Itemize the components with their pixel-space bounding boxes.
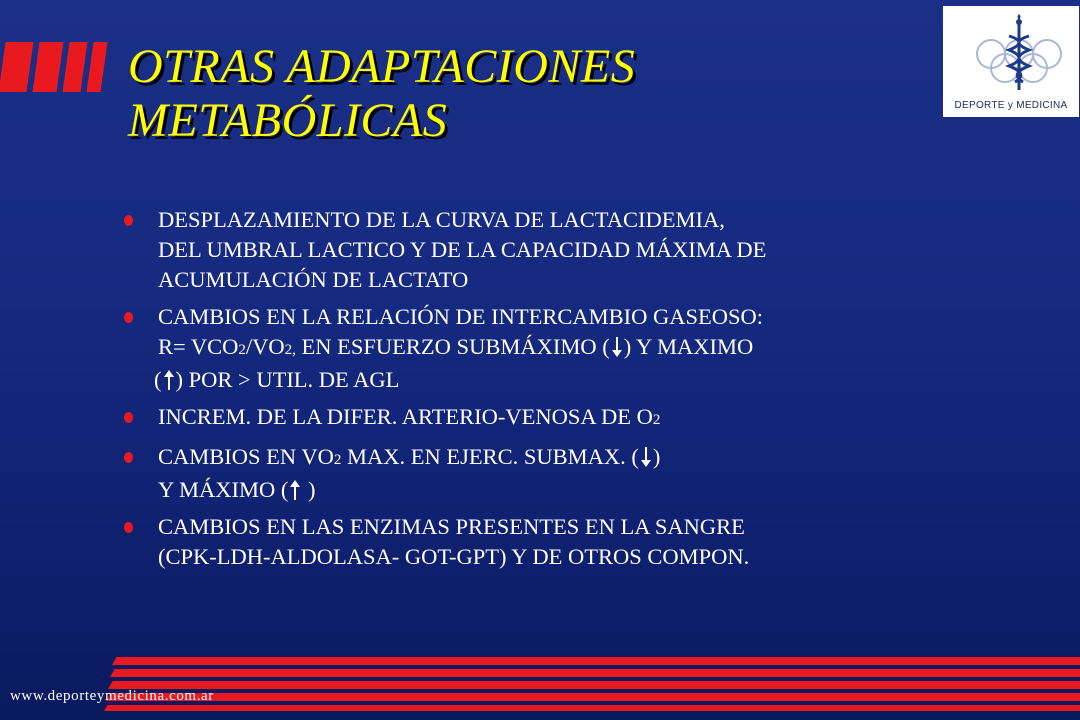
text-segment: ) — [652, 444, 661, 469]
bullet-line: DESPLAZAMIENTO DE LA CURVA DE LACTACIDEMIA, — [158, 207, 725, 232]
text-segment: ) Y MAXIMO — [623, 334, 754, 359]
bullet-line — [158, 442, 1004, 475]
bullet-line: CAMBIOS EN LAS ENZIMAS PRESENTES EN LA SANGRE — [158, 514, 745, 539]
text-segment: EN ESFUERZO SUBMÁXIMO ( — [295, 334, 610, 359]
bullet-continuation — [154, 365, 1034, 395]
arrow-down-icon — [639, 446, 653, 468]
text-segment: INCREM. DE LA DIFER. ARTERIO-VENOSA DE O — [158, 404, 653, 429]
bullet-list — [124, 205, 1004, 579]
slide-title-line-1: OTRAS ADAPTACIONES — [128, 40, 636, 93]
text-segment: ( — [154, 367, 162, 392]
text-segment: ) POR > UTIL. DE AGL — [175, 367, 400, 392]
bullet-item-vo2max — [124, 442, 1004, 475]
bullet-line: DEL UMBRAL LACTICO Y DE LA CAPACIDAD MÁXIMA DE — [158, 237, 767, 262]
logo-text: DEPORTE y MEDICINA — [954, 100, 1068, 111]
bullet-dot-icon — [124, 452, 133, 463]
bullet-dot-icon — [124, 412, 133, 423]
bullet-item-gas-exchange — [124, 302, 1004, 365]
slide-title — [128, 40, 888, 148]
arrow-down-icon — [610, 336, 624, 358]
subscript: 2, — [284, 342, 296, 358]
footer-stripes-decoration — [100, 655, 1080, 715]
bullet-line — [158, 402, 1004, 435]
bullet-item-enzymes — [124, 512, 1004, 572]
text-segment: CAMBIOS EN VO — [158, 444, 334, 469]
bullet-item-lactate — [124, 205, 1004, 295]
deporte-medicina-logo — [943, 6, 1079, 117]
bullet-dot-icon — [124, 312, 133, 323]
slide-title-line-2: METABÓLICAS — [128, 94, 448, 147]
text-segment: MAX. EN EJERC. SUBMAX. ( — [341, 444, 639, 469]
olympic-rings-caduceus-icon — [943, 6, 1079, 101]
bullet-line: (CPK-LDH-ALDOLASA- GOT-GPT) Y DE OTROS COMPON. — [158, 544, 750, 569]
footer-url: www.deporteymedicina.com.ar — [10, 688, 214, 704]
bullet-continuation — [158, 475, 1038, 505]
bullet-dot-icon — [124, 522, 133, 533]
arrow-up-icon — [288, 479, 302, 501]
arrow-up-icon — [162, 369, 176, 391]
bullet-line — [158, 332, 1004, 365]
bullet-line: CAMBIOS EN LA RELACIÓN DE INTERCAMBIO GASEOSO: — [158, 304, 764, 329]
text-segment: R= VCO — [158, 334, 239, 359]
text-segment: Y MÁXIMO ( — [158, 477, 289, 502]
bullet-item-arteriovenous — [124, 402, 1004, 435]
text-segment: ) — [302, 477, 316, 502]
subscript: 2 — [652, 412, 661, 428]
title-stripes-decoration — [0, 42, 112, 92]
subscript: 2 — [333, 452, 342, 468]
text-segment: /VO — [245, 334, 285, 359]
bullet-line: ACUMULACIÓN DE LACTATO — [158, 267, 469, 292]
subscript: 2 — [238, 342, 246, 358]
bullet-dot-icon — [124, 215, 133, 226]
